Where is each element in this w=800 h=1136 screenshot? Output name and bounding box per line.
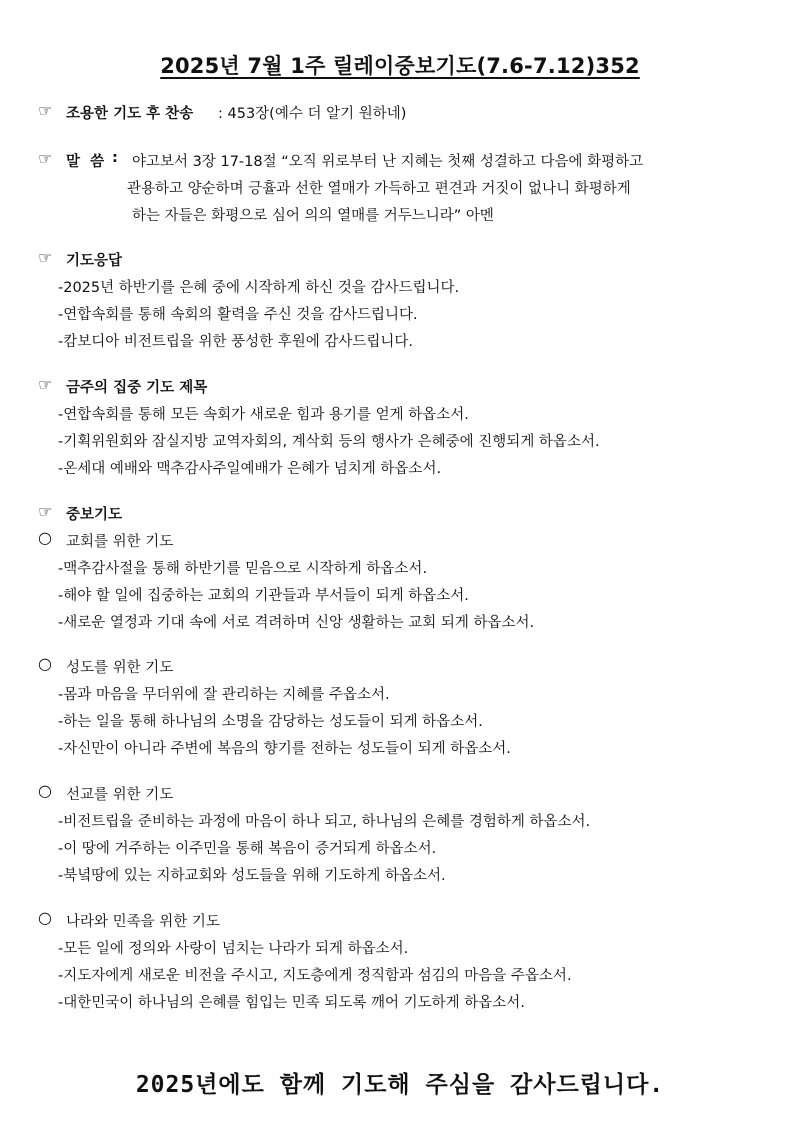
circle-bullet-icon: ○ <box>38 908 52 927</box>
scripture-line: 하는 자들은 화평으로 심어 의의 열매를 거두느니라” 아멘 <box>132 208 494 224</box>
list-item: -맥추감사절을 통해 하반기를 믿음으로 시작하게 하옵소서. <box>58 561 428 577</box>
section-heading-intercession: 중보기도 <box>66 507 123 523</box>
section-heading-focus: 금주의 집중 기도 제목 <box>66 380 208 396</box>
section-heading-answered: 기도응답 <box>66 253 123 269</box>
list-item: -새로운 열정과 기대 속에 서로 격려하며 신앙 생활하는 교회 되게 하옵소서. <box>58 615 535 631</box>
list-item: -북녘땅에 있는 지하교회와 성도들을 위해 기도하게 하옵소서. <box>58 868 446 884</box>
pointing-hand-icon: ☞ <box>38 375 53 394</box>
pointing-hand-icon: ☞ <box>38 502 53 521</box>
circle-bullet-icon: ○ <box>38 528 52 547</box>
list-item: -기획위원회와 잠실지방 교역자회의, 계삭회 등의 행사가 은혜중에 진행되게 하옵소서. <box>58 434 600 450</box>
list-item: -2025년 하반기를 은혜 중에 시작하게 하신 것을 감사드립니다. <box>58 280 460 296</box>
hymn-label: 조용한 기도 후 찬송 <box>66 106 194 122</box>
list-item: -모든 일에 정의와 사랑이 넘치는 나라가 되게 하옵소서. <box>58 941 409 957</box>
list-item: -연합속회를 통해 속회의 활력을 주신 것을 감사드립니다. <box>58 307 418 323</box>
scripture-colon: : <box>112 150 118 166</box>
closing-message: 2025년에도 함께 기도해 주심을 감사드립니다. <box>135 1072 665 1098</box>
list-item: -온세대 예배와 맥추감사주일예배가 은혜가 넘치게 하옵소서. <box>58 461 442 477</box>
hymn-text: : 453장(예수 더 알기 원하네) <box>218 106 407 122</box>
list-item: -하는 일을 통해 하나님의 소명을 감당하는 성도들이 되게 하옵소서. <box>58 714 483 730</box>
group-title: 선교를 위한 기도 <box>66 787 174 803</box>
group-title: 나라와 민족을 위한 기도 <box>66 914 220 930</box>
list-item: -지도자에게 새로운 비전을 주시고, 지도층에게 정직함과 섬김의 마음을 주옵소서. <box>58 968 572 984</box>
scripture-label: 말 씀 <box>66 154 105 170</box>
list-item: -비전트립을 준비하는 과정에 마음이 하나 되고, 하나님의 은혜를 경험하게 하옵소서. <box>58 814 591 830</box>
list-item: -연합속회를 통해 모든 속회가 새로운 힘과 용기를 얻게 하옵소서. <box>58 407 469 423</box>
group-title: 성도를 위한 기도 <box>66 660 174 676</box>
scripture-line: 야고보서 3장 17-18절 “오직 위로부터 난 지혜는 첫째 성결하고 다음에 화평하고 <box>132 154 644 170</box>
list-item: -캄보디아 비전트립을 위한 풍성한 후원에 감사드립니다. <box>58 334 414 350</box>
circle-bullet-icon: ○ <box>38 781 52 800</box>
page-title: 2025년 7월 1주 릴레이중보기도(7.6-7.12)352 <box>160 54 640 78</box>
pointing-hand-icon: ☞ <box>38 101 53 120</box>
list-item: -몸과 마음을 무더위에 잘 관리하는 지혜를 주옵소서. <box>58 687 390 703</box>
scripture-line: 관용하고 양순하며 긍휼과 선한 열매가 가득하고 편견과 거짓이 없나니 화평하게 <box>127 181 631 197</box>
pointing-hand-icon: ☞ <box>38 149 53 168</box>
list-item: -이 땅에 거주하는 이주민을 통해 복음이 증거되게 하옵소서. <box>58 841 437 857</box>
group-title: 교회를 위한 기도 <box>66 534 174 550</box>
list-item: -대한민국이 하나님의 은혜를 힘입는 민족 되도록 깨어 기도하게 하옵소서. <box>58 995 525 1011</box>
list-item: -해야 할 일에 집중하는 교회의 기관들과 부서들이 되게 하옵소서. <box>58 588 469 604</box>
list-item: -자신만이 아니라 주변에 복음의 향기를 전하는 성도들이 되게 하옵소서. <box>58 741 511 757</box>
pointing-hand-icon: ☞ <box>38 248 53 267</box>
circle-bullet-icon: ○ <box>38 654 52 673</box>
